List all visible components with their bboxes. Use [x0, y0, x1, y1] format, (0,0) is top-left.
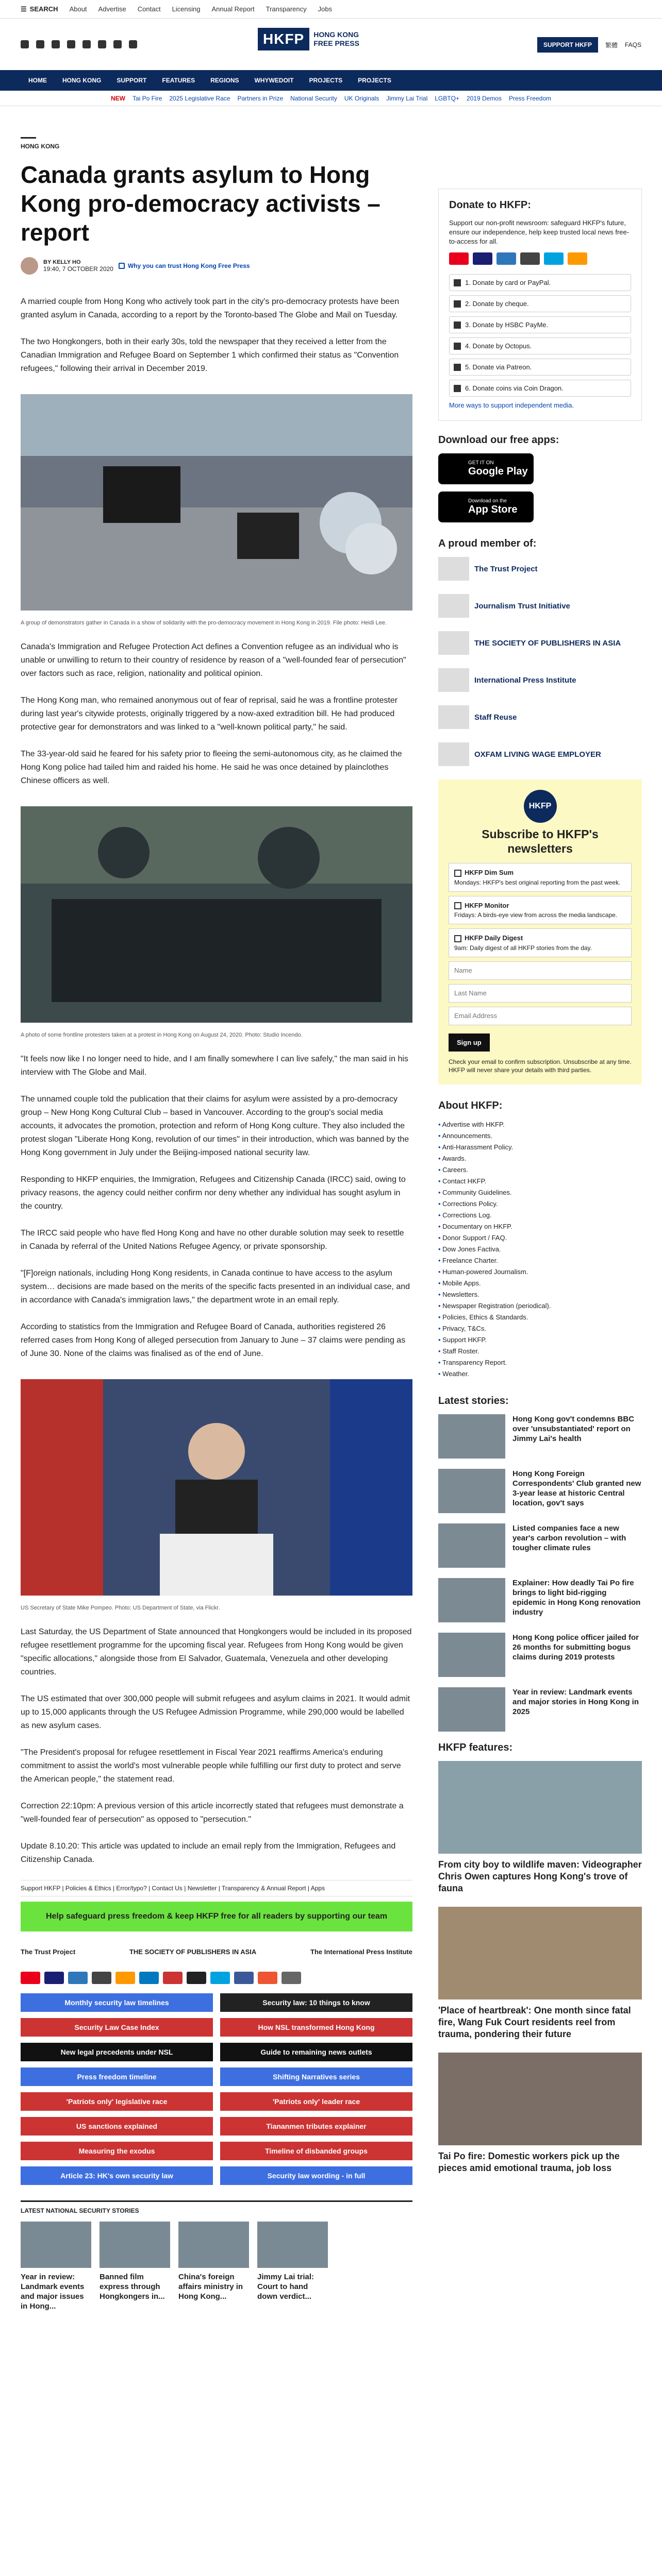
instagram-icon[interactable]	[52, 40, 60, 48]
about-widget	[438, 1100, 642, 1380]
about-link[interactable]: • Privacy, T&Cs.	[438, 1323, 642, 1334]
paragraph: The IRCC said people who have fled Hong Kong and have no other durable solution may seek to resettle in Canada by referral of the United Nations Refugee Agency, or private sponsorship.	[21, 1229, 404, 1251]
byline	[21, 257, 412, 275]
trending-link[interactable]: Jimmy Lai Trial	[386, 94, 428, 102]
story-thumb	[438, 1578, 505, 1622]
latest-list	[438, 1414, 642, 1732]
card-icon	[496, 252, 516, 265]
trending-link[interactable]: National Security	[290, 94, 337, 102]
site-header	[0, 19, 662, 70]
rss-icon[interactable]	[129, 40, 137, 48]
newsletter-title: Subscribe to HKFP's newsletters	[482, 827, 599, 855]
top-link[interactable]: Transparency	[266, 5, 307, 13]
logo-mark: HKFP	[258, 28, 309, 50]
mail-icon[interactable]	[113, 40, 122, 48]
top-link[interactable]: Contact	[137, 5, 161, 13]
member-logo[interactable]: Journalism Trust Initiative	[438, 594, 642, 618]
logo-icon	[438, 594, 469, 618]
author[interactable]: BY KELLY HO	[43, 259, 81, 265]
donate-icon	[454, 343, 461, 350]
twitter-icon[interactable]	[36, 40, 44, 48]
about-link[interactable]: • Support HKFP.	[438, 1334, 642, 1346]
about-link[interactable]: • Donor Support / FAQ.	[438, 1232, 642, 1244]
threads-icon[interactable]	[67, 40, 75, 48]
card-icon	[234, 1972, 254, 1984]
trending-link[interactable]: 2025 Legislative Race	[169, 94, 230, 102]
support-banner[interactable]: Help safeguard press freedom & keep HKFP free for all readers by supporting our team	[21, 1902, 412, 1931]
latest-story[interactable]: Listed companies face a new year's carbon revolution – with tougher climate rules	[438, 1523, 642, 1568]
latest-ns-grid	[21, 2222, 412, 2325]
member-logo[interactable]: THE SOCIETY OF PUBLISHERS IN ASIA	[438, 631, 642, 655]
donate-option[interactable]: 3. Donate by HSBC PayMe.	[449, 316, 631, 333]
trending-link[interactable]: Press Freedom	[508, 94, 551, 102]
about-link[interactable]: • Human-powered Journalism.	[438, 1266, 642, 1278]
about-link[interactable]: • Newspaper Registration (periodical).	[438, 1300, 642, 1312]
card-icon	[44, 1972, 64, 1984]
about-link[interactable]: • Contact HKFP.	[438, 1176, 642, 1187]
paragraph: A married couple from Hong Kong who actively took part in the city's pro-democracy protests have been granted asylum in Canada, according to a report by the Toronto-based The Globe and Mail on Tuesday.	[21, 297, 400, 319]
donate-icon	[454, 364, 461, 371]
about-link[interactable]: • Staff Roster.	[438, 1346, 642, 1357]
nav-item[interactable]: HOME	[28, 77, 47, 84]
donate-option[interactable]: 2. Donate by cheque.	[449, 295, 631, 312]
card-icon	[282, 1972, 301, 1984]
explainer-button[interactable]: Tiananmen tributes explainer	[220, 2117, 412, 2136]
explainer-button[interactable]: Guide to remaining news outlets	[220, 2043, 412, 2061]
nav-item[interactable]: FEATURES	[162, 77, 195, 84]
trending-link[interactable]: LGBTQ+	[435, 94, 459, 102]
newsletter-option[interactable]: HKFP Daily Digest 9am: Daily digest of all HKFP stories from the day.	[449, 928, 632, 957]
donate-widget	[438, 189, 642, 421]
top-link[interactable]: Advertise	[98, 5, 126, 13]
card-icon	[258, 1972, 277, 1984]
latest-story[interactable]: Hong Kong police officer jailed for 26 months for submitting bogus claims during 2019 protests	[438, 1633, 642, 1677]
language-link[interactable]: 繁體	[605, 41, 618, 49]
about-link[interactable]: • Freelance Charter.	[438, 1255, 642, 1266]
story-thumb	[257, 2222, 328, 2268]
logo-icon	[438, 557, 469, 581]
paragraph: "It feels now like I no longer need to hide, and I am finally somewhere I can live safely," the man said in his interview with The Globe and Mail.	[21, 1055, 408, 1077]
explainer-button[interactable]: How NSL transformed Hong Kong	[220, 2018, 412, 2037]
article-title: Canada grants asylum to Hong Kong pro-democracy activists – report	[21, 161, 380, 246]
trending-bar	[0, 91, 662, 106]
feature-thumb	[438, 1907, 642, 1999]
story-thumb	[438, 1469, 505, 1513]
card-icon	[139, 1972, 159, 1984]
pompeo-photo	[21, 1379, 412, 1596]
explainer-button[interactable]: Article 23: HK's own security law	[21, 2166, 213, 2185]
donate-payment-icons	[449, 252, 631, 265]
protesters-photo	[21, 806, 412, 1023]
donate-option[interactable]: 5. Donate via Patreon.	[449, 359, 631, 376]
logo-icon	[438, 668, 469, 692]
donate-icon	[454, 300, 461, 308]
about-title: About HKFP:	[438, 1099, 503, 1111]
avatar	[21, 257, 38, 275]
facebook-icon[interactable]	[21, 40, 29, 48]
card-icon	[21, 1972, 40, 1984]
paragraph: The two Hongkongers, both in their early 30s, told the newspaper that they received a letter from the Canadian Immigration and Refugee Board on September 1 which confirmed their status as "Convention refugees," following their arrival in December 2019.	[21, 337, 399, 373]
explainer-button[interactable]: Measuring the exodus	[21, 2142, 213, 2160]
explainer-button[interactable]: New legal precedents under NSL	[21, 2043, 213, 2061]
explainer-button[interactable]: Shifting Narratives series	[220, 2067, 412, 2086]
member-logo[interactable]: International Press Institute	[438, 668, 642, 692]
story-thumb	[100, 2222, 170, 2268]
trust-link[interactable]: Why you can trust Hong Kong Free Press	[119, 262, 250, 269]
about-link[interactable]: • Community Guidelines.	[438, 1187, 642, 1198]
donate-icon	[454, 385, 461, 392]
trending-link[interactable]: Tai Po Fire	[133, 94, 162, 102]
checkbox[interactable]	[454, 870, 461, 877]
card-icon	[568, 252, 587, 265]
card-icon	[115, 1972, 135, 1984]
latest-story[interactable]: Explainer: How deadly Tai Po fire brings to light bid-rigging epidemic in Hong Kong renovation industry	[438, 1578, 642, 1622]
card-icon	[187, 1972, 206, 1984]
email-input[interactable]	[449, 1007, 632, 1025]
newsletter-option[interactable]: HKFP Dim Sum Mondays: HKFP's best original reporting from the past week.	[449, 863, 632, 892]
social-icons	[21, 40, 137, 48]
member-logo[interactable]: OXFAM LIVING WAGE EMPLOYER	[438, 742, 642, 766]
search-menu[interactable]: ☰ SEARCH	[21, 5, 58, 13]
category-label[interactable]: HONG KONG	[21, 137, 36, 150]
story-card[interactable]: Jimmy Lai trial: Court to hand down verdict...	[257, 2222, 328, 2325]
explainer-button[interactable]: Security Law Case Index	[21, 2018, 213, 2037]
name-input[interactable]	[449, 961, 632, 980]
card-icon	[449, 252, 469, 265]
member-logo[interactable]: The Trust Project	[438, 557, 642, 581]
latest-ns-title: LATEST NATIONAL SECURITY STORIES	[21, 2200, 412, 2214]
about-link[interactable]: • Announcements.	[438, 1130, 642, 1142]
donate-icon	[454, 279, 461, 286]
about-link[interactable]: • Careers.	[438, 1164, 642, 1176]
top-link[interactable]: Annual Report	[211, 5, 255, 13]
story-card[interactable]: Banned film express through Hongkongers in...	[100, 2222, 170, 2325]
top-link[interactable]: Jobs	[318, 5, 333, 13]
paragraph: The US estimated that over 300,000 people will submit refugees and asylum claims in 2021. It would admit up to 15,000 applicants through the US Refugee Admission Programme, while 290,000 would be labelled as new asylum cases.	[21, 1694, 410, 1730]
explainer-button[interactable]: Security law: 10 things to know	[220, 1993, 412, 2012]
about-link[interactable]: • Policies, Ethics & Standards.	[438, 1312, 642, 1323]
org-logo: The Trust Project	[21, 1947, 76, 1956]
explainer-button[interactable]: Timeline of disbanded groups	[220, 2142, 412, 2160]
paragraph: According to statistics from the Immigration and Refugee Board of Canada, authorities registered 26 referred cases from Hong Kong of alleged persecution from January to June – 37 claims were pending as of June 30. None of the claims was finalised as of the end of June.	[21, 1323, 406, 1358]
card-icon	[544, 252, 564, 265]
card-icon	[92, 1972, 111, 1984]
about-link[interactable]: • Corrections Policy.	[438, 1198, 642, 1210]
paragraph: Canada's Immigration and Refugee Protection Act defines a Convention refugee as an individual who is unable or unwilling to return to their country of residence by reason of a "well-founded fear of persecution" over factors such as race, religion, nationality and political opinion.	[21, 642, 406, 678]
main-nav	[0, 70, 662, 91]
nav-item[interactable]: PROJECTS	[358, 77, 391, 84]
apps-title: Download our free apps:	[438, 434, 559, 446]
nav-item[interactable]: HONG KONG	[62, 77, 102, 84]
explainer-button[interactable]: Monthly security law timelines	[21, 1993, 213, 2012]
story-thumb	[21, 2222, 91, 2268]
photo-caption: A group of demonstrators gather in Canada in a show of solidarity with the pro-democracy movement in Hong Kong in 2019. File photo: Heidi Lee.	[21, 620, 387, 626]
new-badge: NEW	[111, 94, 125, 102]
story-thumb	[438, 1687, 505, 1732]
protest-photo-canada	[21, 394, 412, 611]
card-icon	[163, 1972, 183, 1984]
story-thumb	[438, 1633, 505, 1677]
member-title: A proud member of:	[438, 538, 537, 549]
explainer-button[interactable]: Security law wording - in full	[220, 2166, 412, 2185]
org-logo: The International Press Institute	[310, 1947, 412, 1956]
article-footer-links[interactable]: Support HKFP | Policies & Ethics | Error/typo? | Contact Us | Newsletter | Transparency & Annual Report | Apps	[21, 1880, 412, 1896]
explainer-button[interactable]: 'Patriots only' legislative race	[21, 2092, 213, 2111]
faqs-link[interactable]: FAQS	[624, 41, 641, 48]
feature-card[interactable]: Tai Po fire: Domestic workers pick up the pieces amid emotional trauma, job loss	[438, 2053, 642, 2174]
about-list	[438, 1119, 642, 1380]
story-thumb	[438, 1414, 505, 1459]
sidebar	[438, 106, 642, 2325]
correction-note: Correction 22:10pm: A previous version of this article incorrectly stated that refugees must demonstrate a "well-founded fear of persecution" as opposed to "persecution."	[21, 1802, 404, 1824]
about-link[interactable]: • Awards.	[438, 1153, 642, 1164]
shield-icon	[119, 263, 125, 269]
photo-caption: A photo of some frontline protesters taken at a protest in Hong Kong on August 24, 2020. Photo: Studio Incendo.	[21, 1032, 303, 1038]
latest-title: Latest stories:	[438, 1395, 509, 1406]
paragraph: The unnamed couple told the publication that their claims for asylum were assisted by a pro-democracy group – New Hong Kong Cultural Club – based in Vancouver. According to the group's social media accounts, it advocates the promotion, protection and reform of Hong Kong culture. They also included the protest slogan "Liberate Hong Kong, revolution of our times" in their introduction, which was banned by the Hong Kong government in July under the Beijing-imposed national security law.	[21, 1095, 409, 1157]
photo-caption: US Secretary of State Mike Pompeo. Photo: US Department of State, via Flickr.	[21, 1605, 220, 1611]
newsletter-logo: HKFP	[524, 790, 557, 823]
donate-title: Donate to HKFP:	[449, 199, 531, 211]
nav-item[interactable]: PROJECTS	[309, 77, 343, 84]
feature-card[interactable]: 'Place of heartbreak': One month since fatal fire, Wang Fuk Court residents reel from trauma, pondering their future	[438, 1907, 642, 2040]
donate-option[interactable]: 4. Donate by Octopus.	[449, 337, 631, 354]
nav-item[interactable]: REGIONS	[210, 77, 239, 84]
trending-link[interactable]: Partners in Prize	[237, 94, 284, 102]
top-link[interactable]: About	[69, 5, 87, 13]
top-bar	[0, 0, 662, 19]
donate-option[interactable]: 1. Donate by card or PayPal.	[449, 274, 631, 291]
newsletter-option[interactable]: HKFP Monitor Fridays: A birds-eye view from across the media landscape.	[449, 896, 632, 925]
card-icon	[473, 252, 492, 265]
paragraph: The Hong Kong man, who remained anonymous out of fear of reprisal, said he was a frontline protester during last year's citywide protests, originally triggered by a now-axed extradition bill. He had produced protective gear for demonstrators and was linked to a "well-known political party," he said.	[21, 696, 398, 732]
card-icon	[520, 252, 540, 265]
about-link[interactable]: • Advertise with HKFP.	[438, 1119, 642, 1130]
org-logos	[21, 1939, 412, 1964]
about-link[interactable]: • Corrections Log.	[438, 1210, 642, 1221]
latest-story[interactable]: Hong Kong Foreign Correspondents' Club granted new 3-year lease at historic Central location, gov't says	[438, 1469, 642, 1513]
explainer-buttons	[21, 1993, 412, 2185]
nav-item[interactable]: WHYWEDOIT	[254, 77, 294, 84]
explainer-button[interactable]: Press freedom timeline	[21, 2067, 213, 2086]
member-logo[interactable]: Staff Reuse	[438, 705, 642, 729]
latest-story[interactable]: Hong Kong gov't condemns BBC over 'unsubstantiated' report on Jimmy Lai's health	[438, 1414, 642, 1459]
logo-icon	[438, 631, 469, 655]
newsletter-widget	[438, 779, 642, 1084]
google-play-badge[interactable]: GET IT ON Google Play	[438, 453, 534, 484]
checkbox[interactable]	[454, 902, 461, 909]
app-store-badge[interactable]: Download on the App Store	[438, 492, 534, 522]
paragraph: Last Saturday, the US Department of State announced that Hongkongers would be included in its proposed refugee resettlement programme for the upcoming fiscal year. Refugees from Hong Kong would be given "specific allocations," alongside those from El Salvador, Guatemala, Venezuela and other developing countries.	[21, 1628, 412, 1676]
donate-more-link[interactable]: More ways to support independent media.	[449, 401, 574, 409]
payment-icons	[21, 1972, 412, 1984]
about-link[interactable]: • Documentary on HKFP.	[438, 1221, 642, 1232]
menu-icon: ☰	[21, 5, 27, 13]
feature-card[interactable]: From city boy to wildlife maven: Videographer Chris Owen captures Hong Kong's trove of fauna	[438, 1761, 642, 1894]
header-actions	[537, 37, 641, 53]
feature-thumb	[438, 2053, 642, 2145]
last-name-input[interactable]	[449, 984, 632, 1003]
logo-text: HONG KONG FREE PRESS	[313, 30, 359, 47]
paragraph: The 33-year-old said he feared for his safety prior to fleeing the semi-autonomous city, as he claimed the Hong Kong police had tailed him and raided his home. He said he was once detained by plainclothes Chinese officers as well.	[21, 750, 402, 785]
date: 19:40, 7 OCTOBER 2020	[43, 265, 113, 273]
site-logo[interactable]	[258, 28, 359, 50]
paragraph: Responding to HKFP enquiries, the Immigration, Refugees and Citizenship Canada (IRCC) said, owing to privacy reasons, the agency could neither confirm nor deny whether any individual has sought asylum in the country.	[21, 1175, 406, 1211]
about-link[interactable]: • Weather.	[438, 1368, 642, 1380]
linkedin-icon[interactable]	[82, 40, 91, 48]
article	[21, 106, 412, 2325]
latest-story[interactable]: Year in review: Landmark events and major stories in Hong Kong in 2025	[438, 1687, 642, 1732]
donate-text[interactable]: Support our non-profit newsroom: safeguard HKFP's future, ensure our independence, help keep trusted local news free-to-access for all.	[449, 219, 630, 245]
about-link[interactable]: • Dow Jones Factiva.	[438, 1244, 642, 1255]
story-thumb	[178, 2222, 249, 2268]
donate-option[interactable]: 6. Donate coins via Coin Dragon.	[449, 380, 631, 397]
update-note: Update 8.10.20: This article was updated to include an email reply from the Immigration, Refugees and Citizenship Canada.	[21, 1842, 396, 1864]
paragraph: "The President's proposal for refugee resettlement in Fiscal Year 2021 reaffirms America's enduring commitment to assist the world's most vulnerable people while fulfilling our first duty to protect and serve the American people," the statement read.	[21, 1748, 401, 1784]
signup-button[interactable]: Sign up	[449, 1033, 490, 1052]
trending-link[interactable]: UK Originals	[344, 94, 379, 102]
paragraph: "[F]oreign nationals, including Hong Kong residents, in Canada continue to have access to the asylum system… decisions are made based on the merits of the specific facts presented in an individual case, and in accordance with Canada's immigration laws," the department wrote in an email reply.	[21, 1269, 410, 1304]
about-link[interactable]: • Anti-Harassment Policy.	[438, 1142, 642, 1153]
explainer-button[interactable]: US sanctions explained	[21, 2117, 213, 2136]
story-thumb	[438, 1523, 505, 1568]
card-icon	[68, 1972, 88, 1984]
features-title: HKFP features:	[438, 1741, 513, 1753]
about-link[interactable]: • Mobile Apps.	[438, 1278, 642, 1289]
explainer-button[interactable]: 'Patriots only' leader race	[220, 2092, 412, 2111]
support-button[interactable]: SUPPORT HKFP	[537, 37, 598, 53]
youtube-icon[interactable]	[98, 40, 106, 48]
story-card[interactable]: China's foreign affairs ministry in Hong Kong...	[178, 2222, 249, 2325]
checkbox[interactable]	[454, 935, 461, 942]
org-logo: THE SOCIETY OF PUBLISHERS IN ASIA	[129, 1947, 257, 1956]
logo-icon	[438, 705, 469, 729]
about-link[interactable]: • Newsletters.	[438, 1289, 642, 1300]
about-link[interactable]: • Transparency Report.	[438, 1357, 642, 1368]
top-link[interactable]: Licensing	[172, 5, 201, 13]
donate-icon	[454, 321, 461, 329]
logo-icon	[438, 742, 469, 766]
feature-thumb	[438, 1761, 642, 1854]
card-icon	[210, 1972, 230, 1984]
story-card[interactable]: Year in review: Landmark events and major issues in Hong...	[21, 2222, 91, 2325]
nav-item[interactable]: SUPPORT	[117, 77, 147, 84]
newsletter-fineprint: Check your email to confirm subscription. Unsubscribe at any time. HKFP will never share your details with third parties.	[449, 1058, 632, 1074]
trending-link[interactable]: 2019 Demos	[466, 94, 502, 102]
